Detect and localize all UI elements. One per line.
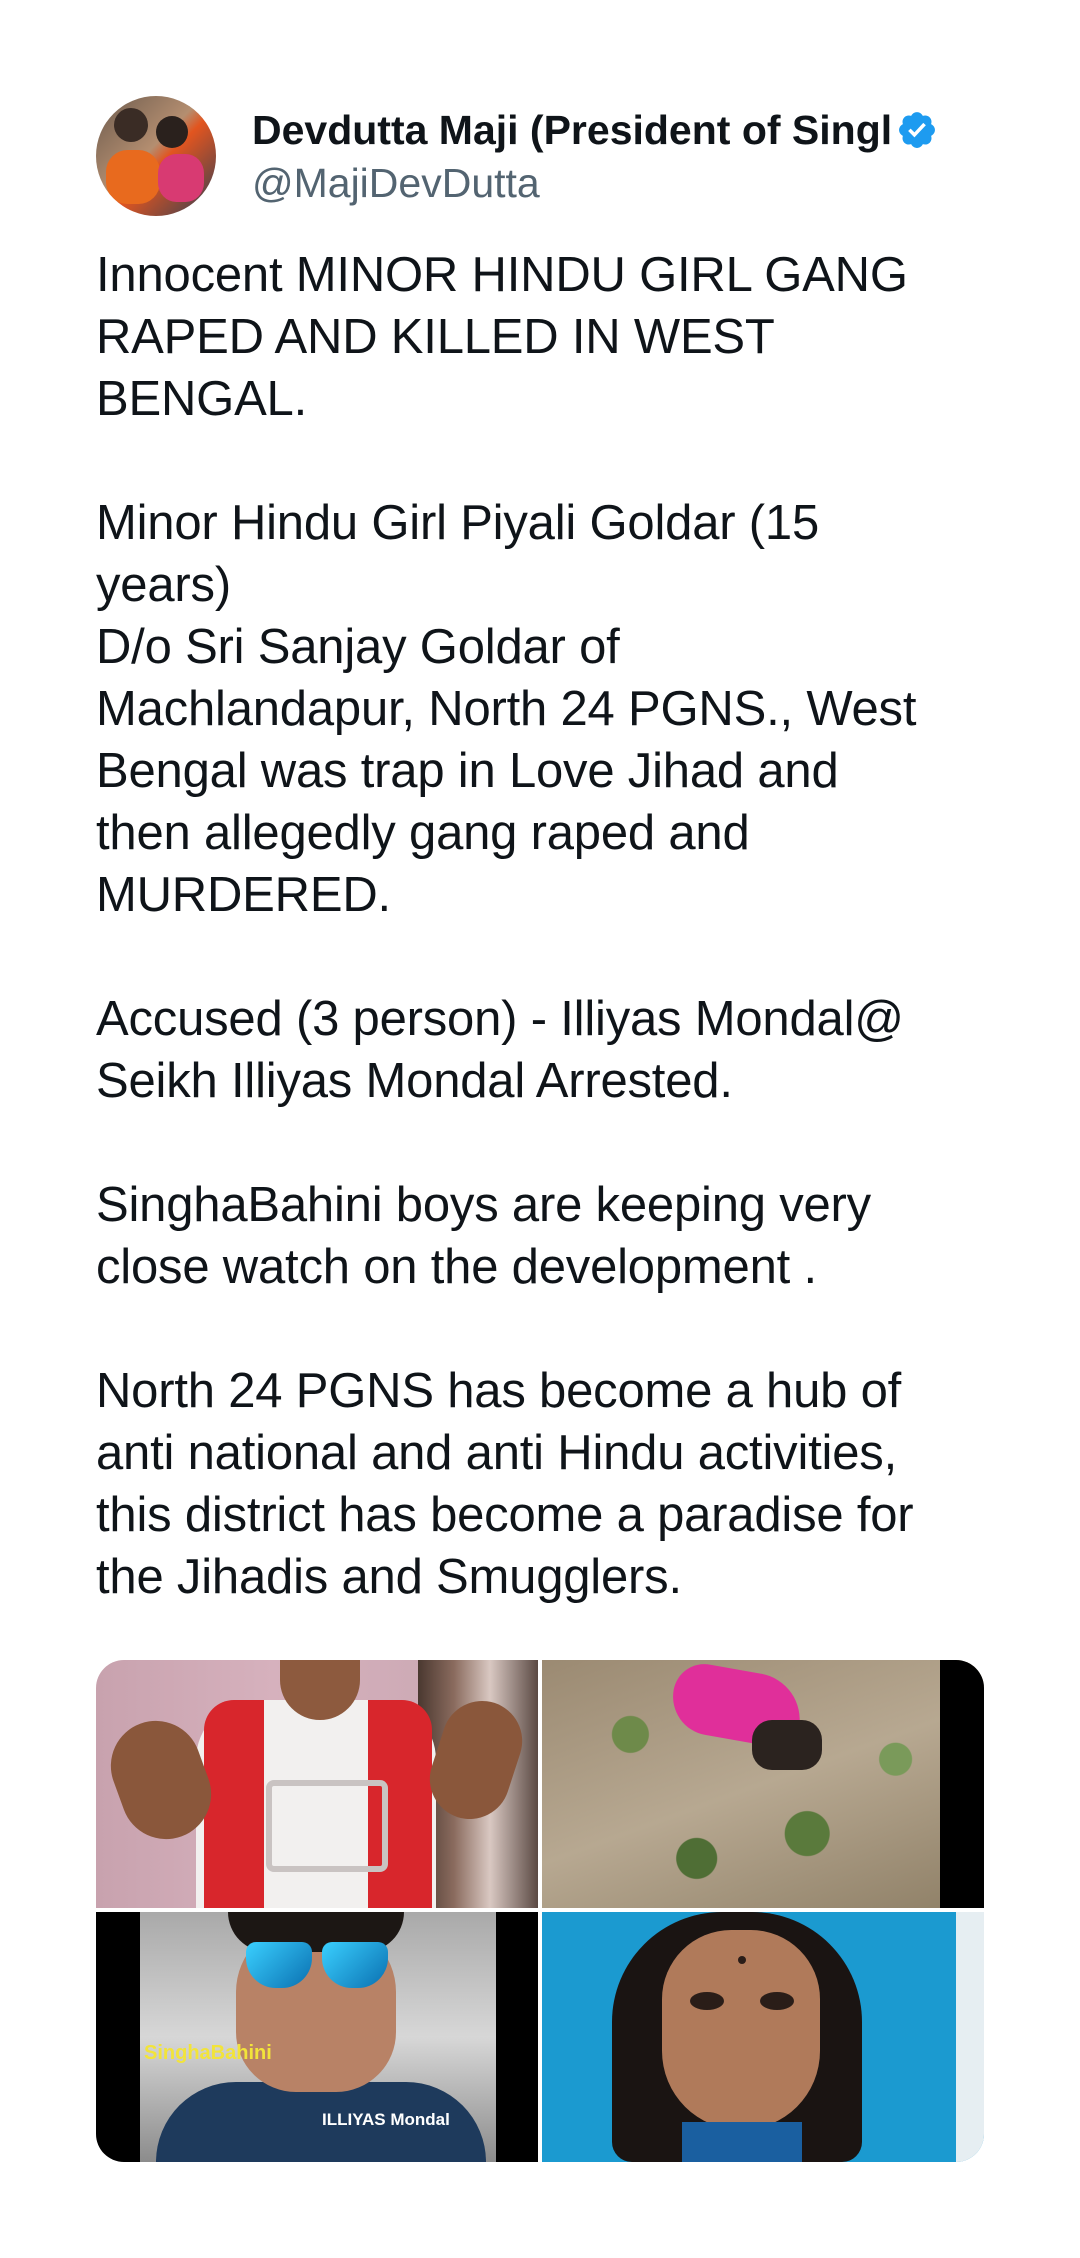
media-photo-4[interactable] xyxy=(542,1912,984,2162)
name-row xyxy=(252,104,984,156)
tweet-header xyxy=(96,96,984,216)
tweet-text: Innocent MINOR HINDU GIRL GANG RAPED AND KILLED IN WEST BENGAL. Minor Hindu Girl Piyali Goldar (15 years) D/o Sri Sanjay Goldar of Machlandapur, North 24 PGNS., West Bengal was trap in Love Jihad and then allegedly gang raped and MURDERED. Accused (3 person) - Illiyas Mondal@ Seikh Illiyas Mondal Arrested. SinghaBahini boys are keeping very close watch on the development . North 24 PGNS has become a hub of anti national and anti Hindu activities, this district has become a paradise for the Jihadis and Smugglers. xyxy=(96,248,917,1604)
author-handle[interactable]: @MajiDevDutta xyxy=(252,160,540,206)
media-grid xyxy=(96,1660,984,2162)
photo-caption: ILLIYAS Mondal xyxy=(322,2110,450,2129)
verified-badge-icon xyxy=(896,109,938,151)
photo-watermark: SinghaBahini xyxy=(144,2042,272,2064)
display-name[interactable]: Devdutta Maji (President of Singl xyxy=(252,107,893,153)
media-photo-1[interactable] xyxy=(96,1660,538,1908)
media-photo-2[interactable] xyxy=(542,1660,984,1908)
avatar[interactable] xyxy=(96,96,216,216)
media-photo-3[interactable] xyxy=(96,1912,538,2162)
author-identity xyxy=(252,104,984,208)
tweet xyxy=(96,96,984,1608)
